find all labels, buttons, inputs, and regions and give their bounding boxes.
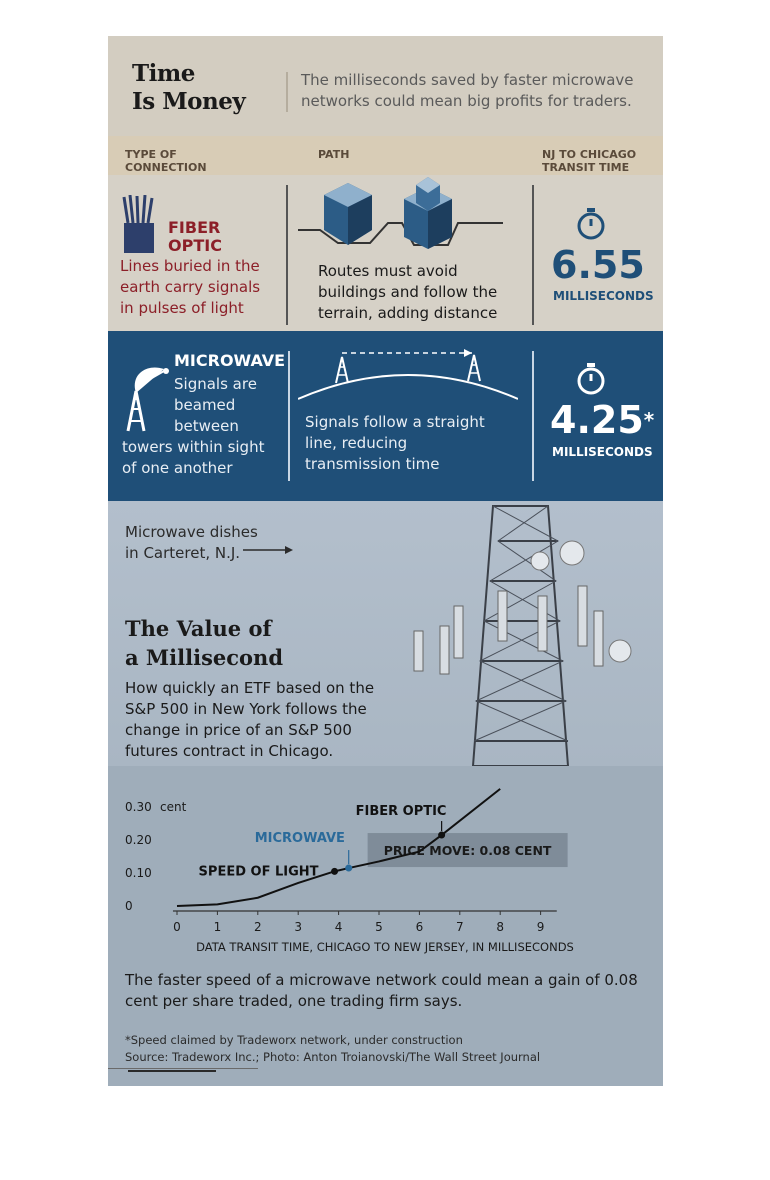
fiber-cable-icon xyxy=(120,195,160,255)
y-tick-label-1: 0.10 xyxy=(125,866,152,880)
header xyxy=(108,36,663,138)
microwave-unit: MILLISECONDS xyxy=(552,445,653,459)
microwave-time-value: 4.25 xyxy=(550,398,644,442)
summary-text: The faster speed of a microwave network could mean a gain of 0.08 cent per share traded, one trading firm says. xyxy=(125,971,638,1010)
price-move-label: PRICE MOVE: 0.08 CENT xyxy=(383,843,552,859)
y-tick-label-3: 0.30 xyxy=(125,800,152,814)
cell-tower-photo xyxy=(398,501,638,766)
microwave-path-diagram xyxy=(298,341,518,411)
column-time: NJ TO CHICAGO TRANSIT TIME xyxy=(542,148,637,174)
y-tick-label-0: 0 xyxy=(125,899,133,913)
fiber-path-text: Routes must avoid buildings and follow the terrain, adding distance xyxy=(318,262,498,322)
microwave-label: MICROWAVE xyxy=(174,351,286,370)
microwave-path-text: Signals follow a straight line, reducing transmission time xyxy=(305,413,485,473)
x-tick-label-5: 5 xyxy=(375,920,383,934)
microwave-description-cont: towers within sight of one another xyxy=(122,438,265,477)
page-subtitle: The milliseconds saved by faster microwave networks could mean big profits for traders. xyxy=(301,71,634,110)
column-headers xyxy=(108,136,663,175)
fiber-divider-left xyxy=(286,185,288,325)
footer-rule-accent xyxy=(128,1070,216,1072)
stopwatch-icon-white xyxy=(574,362,608,396)
point-label-speed-of-light: SPEED OF LIGHT xyxy=(198,864,319,880)
point-speed-of-light xyxy=(331,868,338,875)
caption-arrow-icon xyxy=(243,545,293,555)
footnote: *Speed claimed by Tradeworx network, under construction xyxy=(125,1033,463,1047)
source-line: Source: Tradeworx Inc.; Photo: Anton Troianovski/The Wall Street Journal xyxy=(125,1050,541,1064)
fiber-description: Lines buried in the earth carry signals in pulses of light xyxy=(120,257,261,317)
notes xyxy=(125,1032,540,1066)
point-microwave xyxy=(345,865,352,872)
x-tick-label-8: 8 xyxy=(496,920,505,934)
value-title: The Value of a Millisecond xyxy=(125,616,284,670)
x-tick-label-2: 2 xyxy=(253,920,262,934)
y-axis-unit: cent xyxy=(160,800,187,814)
stopwatch-icon xyxy=(574,207,608,241)
fiber-divider-right xyxy=(532,185,534,325)
point-label-microwave: MICROWAVE xyxy=(254,831,345,847)
microwave-time xyxy=(550,400,654,440)
microwave-description: Signals are beamed between xyxy=(174,375,257,435)
x-tick-label-3: 3 xyxy=(294,920,303,934)
fiber-unit: MILLISECONDS xyxy=(553,289,654,303)
microwave-divider-right xyxy=(532,351,534,481)
point-fiber-optic xyxy=(438,832,445,839)
infographic-card xyxy=(108,36,663,1086)
value-description: How quickly an ETF based on the S&P 500 in New York follows the change in price of an S&P 500 futures contract in Chicago. xyxy=(125,679,375,760)
fiber-time: 6.55 xyxy=(551,243,645,287)
microwave-divider-left xyxy=(288,351,290,481)
x-tick-label-6: 6 xyxy=(415,920,424,934)
x-tick-label-4: 4 xyxy=(334,920,343,934)
microwave-asterisk: * xyxy=(643,408,655,432)
microwave-row xyxy=(108,331,663,501)
x-tick-label-9: 9 xyxy=(536,920,545,934)
x-tick-label-0: 0 xyxy=(173,920,181,934)
fiber-row xyxy=(108,175,663,331)
point-label-fiber-optic: FIBER OPTIC xyxy=(355,804,447,820)
column-path: PATH xyxy=(318,148,350,161)
x-axis-label: DATA TRANSIT TIME, CHICAGO TO NEW JERSEY, IN MILLISECONDS xyxy=(196,940,574,954)
footer-rule xyxy=(108,1068,258,1069)
fiber-path-diagram xyxy=(298,175,514,265)
page-title: Time Is Money xyxy=(132,60,246,115)
x-tick-label-7: 7 xyxy=(455,920,464,934)
x-tick-label-1: 1 xyxy=(213,920,222,934)
photo-caption: Microwave dishes in Carteret, N.J. xyxy=(125,523,258,562)
y-tick-label-2: 0.20 xyxy=(125,833,152,847)
fiber-label: FIBER OPTIC xyxy=(168,218,222,255)
microwave-tower-icon xyxy=(120,363,174,433)
column-type: TYPE OF CONNECTION xyxy=(125,148,207,174)
title-divider xyxy=(286,72,288,112)
price-move-chart xyxy=(108,786,663,961)
